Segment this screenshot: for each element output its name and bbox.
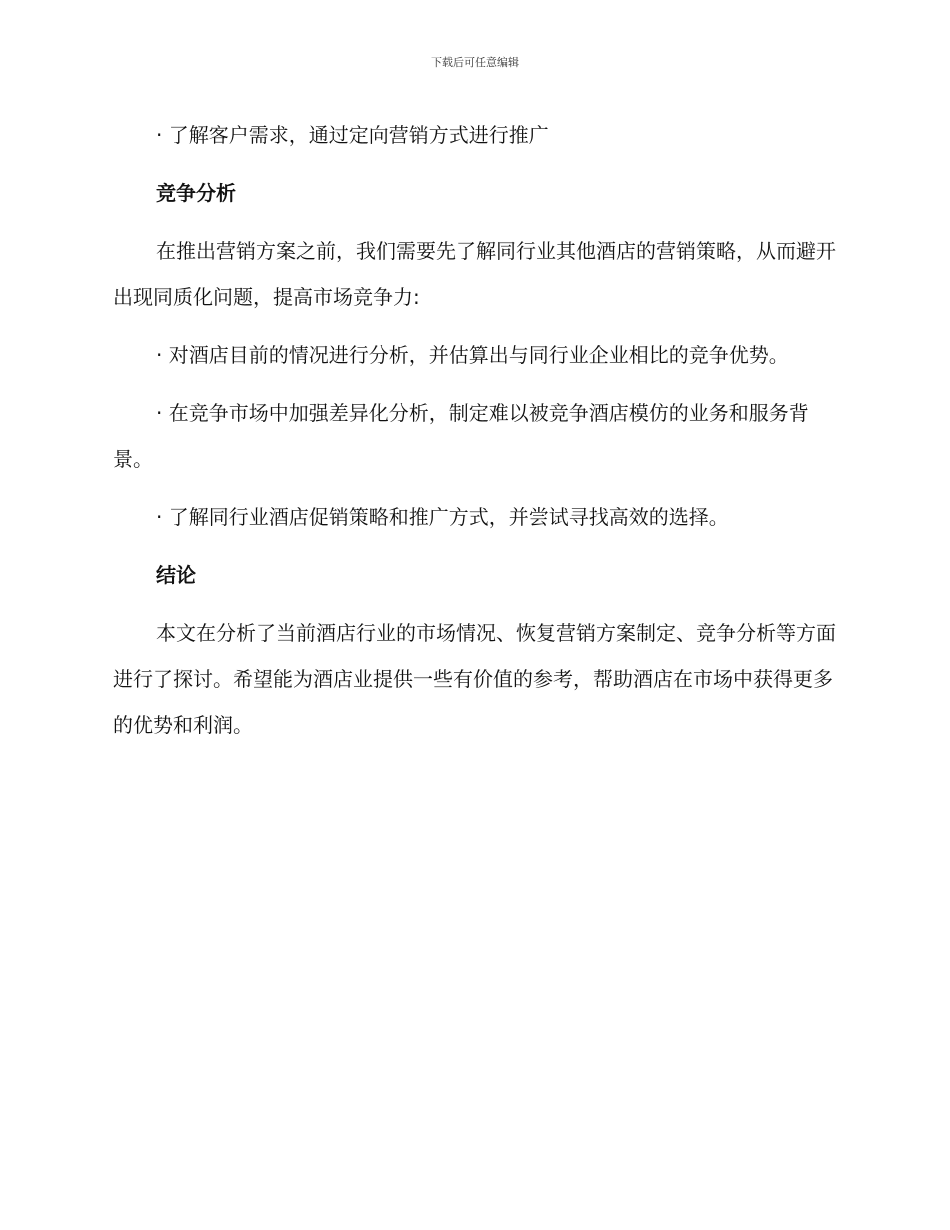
bullet-customer-needs: · 了解客户需求，通过定向营销方式进行推广 (156, 123, 549, 147)
document-body (113, 112, 838, 748)
section-heading-conclusion: 结论 (156, 563, 196, 587)
bullet-current-situation: · 对酒店目前的情况进行分析，并估算出与同行业企业相比的竞争优势。 (156, 343, 789, 367)
page-header: 下载后可任意编辑 (431, 56, 519, 69)
paragraph-conclusion: 本文在分析了当前酒店行业的市场情况、恢复营销方案制定、竞争分析等方面进行了探讨。希望能为酒店业提供一些有价值的参考，帮助酒店在市场中获得更多的优势和利润。 (113, 621, 836, 737)
bullet-promotion-strategy: · 了解同行业酒店促销策略和推广方式，并尝试寻找高效的选择。 (156, 505, 729, 529)
bullet-differentiation: · 在竞争市场中加强差异化分析，制定难以被竞争酒店模仿的业务和服务背景。 (113, 401, 809, 471)
section-heading-competition: 竞争分析 (156, 181, 236, 205)
paragraph-competition-intro: 在推出营销方案之前，我们需要先了解同行业其他酒店的营销策略，从而避开出现同质化问题，提高市场竞争力: (113, 239, 836, 309)
